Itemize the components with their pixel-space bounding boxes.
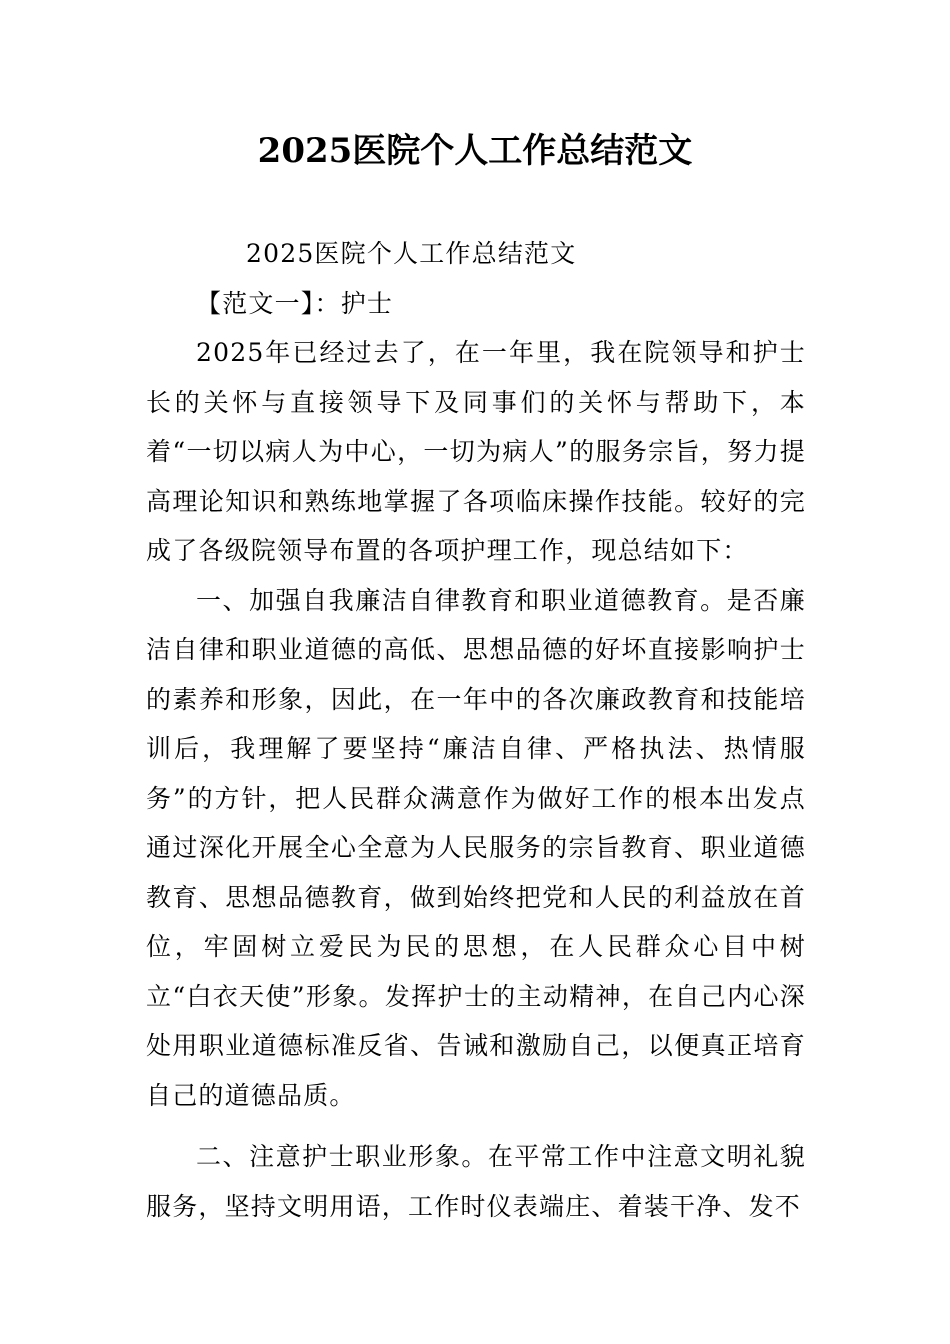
paragraph-section-one: 一、加强自我廉洁自律教育和职业道德教育。是否廉洁自律和职业道德的高低、思想品德的好坏直接影响护士的素养和形象，因此，在一年中的各次廉政教育和技能培训后，我理解了要坚持“廉洁自律、严格执法、热情服务”的方针，把人民群众满意作为做好工作的根本出发点通过深化开展全心全意为人民服务的宗旨教育、职业道德教育、思想品德教育，做到始终把党和人民的利益放在首位，牢固树立爱民为民的思想，在人民群众心目中树立“白衣天使”形象。发挥护士的主动精神，在自己内心深处用职业道德标准反省、告诫和激励自己，以便真正培育自己的道德品质。: [146, 585, 806, 1110]
document-title: 2025医院个人工作总结范文: [257, 131, 693, 171]
document-body: [146, 229, 806, 1231]
document-subtitle: 2025医院个人工作总结范文: [246, 239, 577, 268]
paragraph-section-two: 二、注意护士职业形象。在平常工作中注意文明礼貌服务，坚持文明用语，工作时仪表端庄、着装干净、发不: [146, 1142, 806, 1221]
paragraph-intro: 2025年已经过去了，在一年里，我在院领导和护士长的关怀与直接领导下及同事们的关怀与帮助下，本着“一切以病人为中心，一切为病人”的服务宗旨，努力提高理论知识和熟练地掌握了各项临床操作技能。较好的完成了各级院领导布置的各项护理工作，现总结如下：: [146, 338, 806, 565]
section-heading: 【范文一】：护士: [196, 288, 394, 318]
